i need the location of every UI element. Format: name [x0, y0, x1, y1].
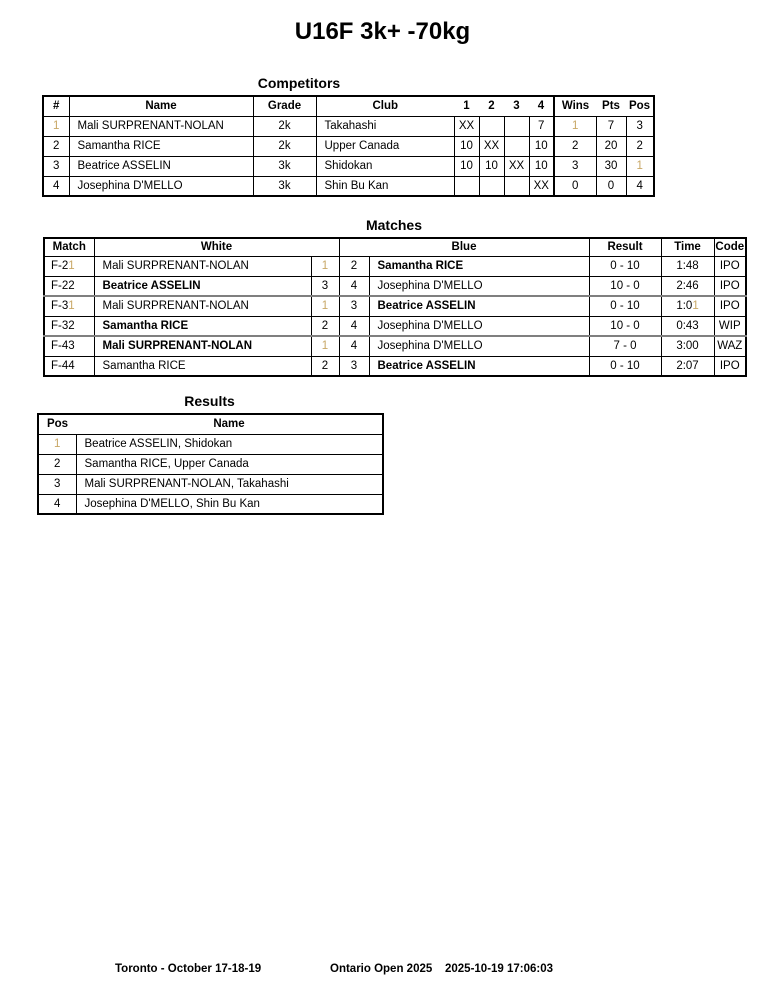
match-time-cell: 2:46	[661, 276, 714, 296]
competitor-grade-cell: 2k	[253, 136, 316, 156]
match-blue-name-cell: Josephina D'MELLO	[369, 276, 589, 296]
trailing-one-accent: 1	[321, 260, 329, 272]
match-white-name-cell: Beatrice ASSELIN	[94, 276, 311, 296]
match-row	[44, 256, 746, 276]
competitor-name-cell: Mali SURPRENANT-NOLAN	[69, 116, 253, 136]
competitor-round3-cell	[504, 136, 529, 156]
match-id-cell: F-44	[44, 356, 94, 376]
match-blue-number-cell: 3	[339, 296, 369, 316]
competitor-pts-cell: 0	[596, 176, 626, 196]
match-time-cell: 1:48	[661, 256, 714, 276]
match-code-cell: IPO	[714, 276, 746, 296]
match-code-cell: WAZ	[714, 336, 746, 356]
competitors-header-pts: Pts	[596, 96, 626, 116]
match-row	[44, 356, 746, 376]
matches-header-blue: Blue	[339, 238, 589, 256]
match-row	[44, 316, 746, 336]
match-result-cell: 0 - 10	[589, 356, 661, 376]
competitor-club-cell: Shidokan	[316, 156, 454, 176]
competitor-grade-cell: 2k	[253, 116, 316, 136]
trailing-one-accent: 1	[321, 300, 329, 313]
competitor-row	[43, 176, 654, 196]
results-header-name: Name	[76, 414, 383, 434]
match-blue-name-cell: Beatrice ASSELIN	[369, 356, 589, 376]
result-name-cell: Beatrice ASSELIN, Shidokan	[76, 434, 383, 454]
results-table	[37, 413, 384, 515]
competitor-pos-cell: 3	[626, 116, 654, 136]
competitor-round2-cell	[479, 116, 504, 136]
competitor-round2-cell: XX	[479, 136, 504, 156]
match-id-cell: F-32	[44, 316, 94, 336]
match-white-name-cell: Mali SURPRENANT-NOLAN	[94, 336, 311, 356]
competitor-name-cell: Samantha RICE	[69, 136, 253, 156]
competitor-round1-cell: 10	[454, 156, 479, 176]
competitor-round3-cell: XX	[504, 156, 529, 176]
competitor-round3-cell	[504, 116, 529, 136]
match-white-number-cell: 2	[311, 356, 339, 376]
competitors-header-row	[43, 96, 654, 116]
competitors-header-pos: Pos	[626, 96, 654, 116]
competitors-header-round-3: 3	[504, 96, 529, 116]
match-id-cell: F-21	[44, 256, 94, 276]
competitor-row	[43, 116, 654, 136]
trailing-one-accent: 1	[53, 120, 60, 132]
competitor-number-cell	[43, 116, 69, 136]
competitor-wins-cell: 3	[554, 156, 596, 176]
match-white-number-cell	[311, 296, 339, 316]
results-header-row	[38, 414, 383, 434]
competitor-name-cell: Josephina D'MELLO	[69, 176, 253, 196]
competitor-club-cell: Takahashi	[316, 116, 454, 136]
matches-section-title: Matches	[365, 217, 423, 233]
trailing-one-accent: 1	[636, 160, 643, 172]
matches-header-time: Time	[661, 238, 714, 256]
competitors-header-wins: Wins	[554, 96, 596, 116]
matches-header-match: Match	[44, 238, 94, 256]
competitor-grade-cell: 3k	[253, 156, 316, 176]
match-blue-number-cell: 2	[339, 256, 369, 276]
match-time-cell: 3:00	[661, 336, 714, 356]
result-pos-cell	[38, 434, 76, 454]
result-pos-cell: 4	[38, 494, 76, 514]
result-name-cell: Samantha RICE, Upper Canada	[76, 454, 383, 474]
page-title: U16F 3k+ -70kg	[294, 18, 471, 45]
result-pos-cell: 2	[38, 454, 76, 474]
match-result-cell: 10 - 0	[589, 316, 661, 336]
competitors-header-name: Name	[69, 96, 253, 116]
competitor-number-cell: 4	[43, 176, 69, 196]
match-code-cell: IPO	[714, 256, 746, 276]
match-blue-number-cell: 3	[339, 356, 369, 376]
competitor-round2-cell	[479, 176, 504, 196]
competitor-row	[43, 136, 654, 156]
match-code-cell: IPO	[714, 356, 746, 376]
matches-header-code: Code	[714, 238, 746, 256]
match-row	[44, 276, 746, 296]
results-section-title: Results	[184, 393, 235, 409]
match-id-cell: F-43	[44, 336, 94, 356]
match-blue-name-cell: Josephina D'MELLO	[369, 316, 589, 336]
competitor-number-cell: 3	[43, 156, 69, 176]
competitor-round4-cell: XX	[529, 176, 554, 196]
competitor-round3-cell	[504, 176, 529, 196]
footer-timestamp: 2025-10-19 17:06:03	[445, 963, 554, 975]
competitors-section-title: Competitors	[257, 75, 341, 91]
match-result-cell: 10 - 0	[589, 276, 661, 296]
match-white-number-cell: 2	[311, 316, 339, 336]
competitor-wins-cell	[554, 116, 596, 136]
matches-header-white: White	[94, 238, 339, 256]
result-row	[38, 454, 383, 474]
competitor-club-cell: Upper Canada	[316, 136, 454, 156]
match-white-number-cell	[311, 256, 339, 276]
competitors-header-round-4: 4	[529, 96, 554, 116]
competitor-round1-cell: XX	[454, 116, 479, 136]
result-row	[38, 494, 383, 514]
match-time-cell: 1:01	[661, 296, 714, 316]
match-blue-number-cell: 4	[339, 316, 369, 336]
competitor-round4-cell: 7	[529, 116, 554, 136]
match-time-cell: 0:43	[661, 316, 714, 336]
results-header-pos: Pos	[38, 414, 76, 434]
competitors-header-round-1: 1	[454, 96, 479, 116]
match-blue-number-cell: 4	[339, 276, 369, 296]
footer-location: Toronto - October 17-18-19	[115, 963, 262, 975]
competitor-pts-cell: 7	[596, 116, 626, 136]
match-white-number-cell	[311, 336, 339, 356]
match-id-cell: F-31	[44, 296, 94, 316]
match-blue-name-cell: Josephina D'MELLO	[369, 336, 589, 356]
match-white-name-cell: Samantha RICE	[94, 356, 311, 376]
match-result-cell: 0 - 10	[589, 256, 661, 276]
competitor-row	[43, 156, 654, 176]
matches-table	[43, 237, 747, 377]
competitor-wins-cell: 0	[554, 176, 596, 196]
trailing-one-accent: 1	[321, 340, 329, 353]
match-id-cell: F-22	[44, 276, 94, 296]
competitor-wins-cell: 2	[554, 136, 596, 156]
competitors-header-num: #	[43, 96, 69, 116]
trailing-one-accent: 1	[68, 300, 75, 313]
competitor-grade-cell: 3k	[253, 176, 316, 196]
match-white-number-cell: 3	[311, 276, 339, 296]
match-white-name-cell: Mali SURPRENANT-NOLAN	[94, 256, 311, 276]
page-footer	[0, 963, 765, 979]
competitor-pos-cell: 2	[626, 136, 654, 156]
match-code-cell: IPO	[714, 296, 746, 316]
competitor-round4-cell: 10	[529, 136, 554, 156]
trailing-one-accent: 1	[68, 260, 75, 272]
competitor-pts-cell: 30	[596, 156, 626, 176]
competitor-pts-cell: 20	[596, 136, 626, 156]
competitor-pos-cell: 4	[626, 176, 654, 196]
match-white-name-cell: Mali SURPRENANT-NOLAN	[94, 296, 311, 316]
result-row	[38, 434, 383, 454]
competitor-round1-cell: 10	[454, 136, 479, 156]
trailing-one-accent: 1	[572, 120, 579, 132]
match-blue-number-cell: 4	[339, 336, 369, 356]
competitor-club-cell: Shin Bu Kan	[316, 176, 454, 196]
match-result-cell: 0 - 10	[589, 296, 661, 316]
match-time-cell: 2:07	[661, 356, 714, 376]
match-row	[44, 336, 746, 356]
match-code-cell: WIP	[714, 316, 746, 336]
matches-header-result: Result	[589, 238, 661, 256]
competitors-table	[42, 95, 655, 197]
competitor-round2-cell: 10	[479, 156, 504, 176]
match-row	[44, 296, 746, 316]
result-name-cell: Mali SURPRENANT-NOLAN, Takahashi	[76, 474, 383, 494]
competitors-header-club: Club	[316, 96, 454, 116]
footer-event-name: Ontario Open 2025	[330, 963, 433, 975]
matches-header-row	[44, 238, 746, 256]
competitor-number-cell: 2	[43, 136, 69, 156]
competitor-round1-cell	[454, 176, 479, 196]
result-row	[38, 474, 383, 494]
trailing-one-accent: 1	[692, 300, 699, 313]
result-name-cell: Josephina D'MELLO, Shin Bu Kan	[76, 494, 383, 514]
competitor-round4-cell: 10	[529, 156, 554, 176]
competitor-pos-cell	[626, 156, 654, 176]
competitors-header-grade: Grade	[253, 96, 316, 116]
match-white-name-cell: Samantha RICE	[94, 316, 311, 336]
result-pos-cell: 3	[38, 474, 76, 494]
competitors-header-round-2: 2	[479, 96, 504, 116]
competitor-name-cell: Beatrice ASSELIN	[69, 156, 253, 176]
match-blue-name-cell: Samantha RICE	[369, 256, 589, 276]
match-result-cell: 7 - 0	[589, 336, 661, 356]
trailing-one-accent: 1	[54, 438, 61, 450]
match-blue-name-cell: Beatrice ASSELIN	[369, 296, 589, 316]
